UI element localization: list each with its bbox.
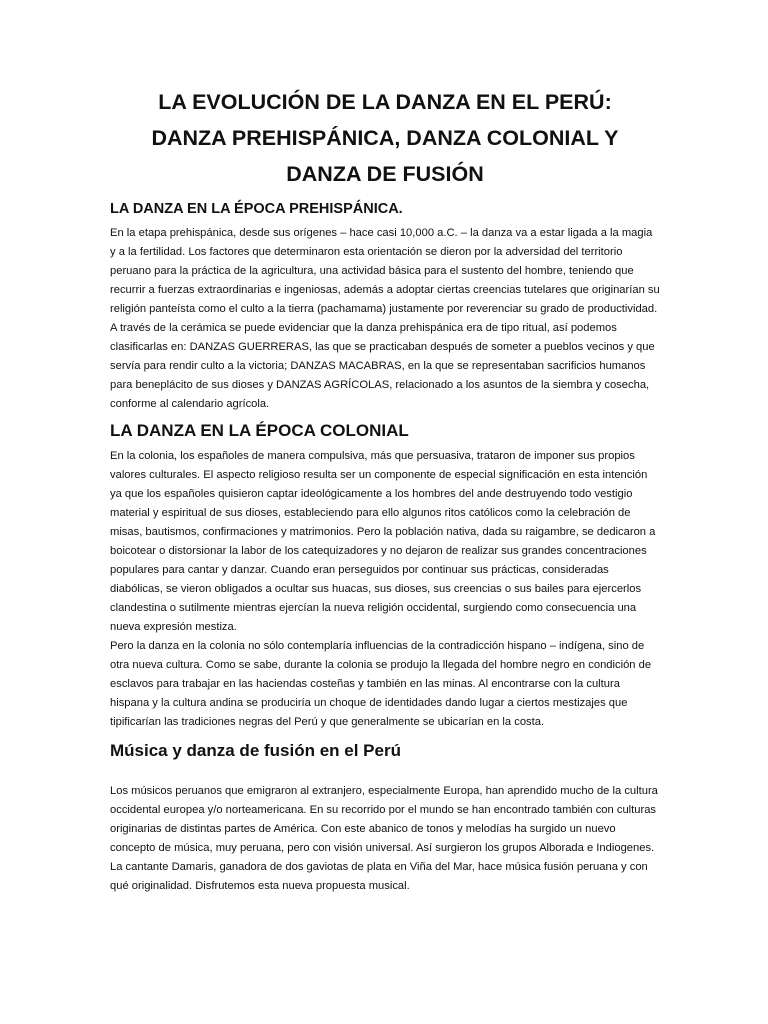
paragraph-fusion-1: Los músicos peruanos que emigraron al extranjero, especialmente Europa, han aprendido mucho de la cultura occidental europea y/o norteamericana. En su recorrido por el mundo se han encontrado también con culturas originarias de distintas partes de América. Con este abanico de tonos y melodías ha surgido un nuevo concepto de música, muy peruana, pero con visión universal. Así surgieron los grupos Alborada e Indiogenes. La cantante Damaris, ganadora de dos gaviotas de plata en Viña del Mar, hace música fusión peruana y con qué originalidad. Disfrutemos esta nueva propuesta musical. bbox=[110, 785, 658, 892]
paragraph-prehispanic-2: A través de la cerámica se puede evidenciar que la danza prehispánica era de tipo ritual, así podemos clasificarlas en: DANZAS GUERRERAS, las que se practicaban después de someter a pueblos vecinos y que servía para rendir culto a la victoria; DANZAS MACABRAS, en la que se representaban sacrificios humanos para beneplácito de sus dioses y DANZAS AGRÍCOLAS, relacionado a los asuntos de la siembra y cosecha, conforme al calendario agrícola. bbox=[110, 322, 655, 410]
section-colonial bbox=[110, 420, 660, 732]
title-line-3: DANZA DE FUSIÓN bbox=[286, 162, 484, 186]
title-line-1: LA EVOLUCIÓN DE LA DANZA EN EL PERÚ: bbox=[158, 90, 612, 114]
title-line-2: DANZA PREHISPÁNICA, DANZA COLONIAL Y bbox=[151, 126, 619, 150]
section-heading-fusion: Música y danza de fusión en el Perú bbox=[110, 741, 401, 760]
paragraph-prehispanic-1: En la etapa prehispánica, desde sus orígenes – hace casi 10,000 a.C. – la danza va a estar ligada a la magia y a la fertilidad. Los factores que determinaron esta orientación se dieron por la adversidad del territorio peruano para la práctica de la agricultura, una actividad básica para el sustento del hombre, teniendo que recurrir a fuerzas extraordinarias e ingeniosas, además a adoptar ciertas creencias tutelares que originarían su religión panteísta como el culto a la tierra (pachamama) justamente por reverenciar su grado de productividad. bbox=[110, 227, 660, 315]
section-fusion bbox=[110, 740, 660, 896]
paragraph-colonial-2: Pero la danza en la colonia no sólo contemplaría influencias de la contradicción hispano – indígena, sino de otra nueva cultura. Como se sabe, durante la colonia se produjo la llegada del hombre negro en condición de esclavos para trabajar en las haciendas costeñas y también en las minas. Al encontrarse con la cultura hispana y la cultura andina se produciría un choque de identidades dando lugar a ciertos mestizajes que tipificarían las tradiciones negras del Perú y que generalmente se ubicarían en la costa. bbox=[110, 640, 652, 728]
paragraph-colonial-1: En la colonia, los españoles de manera compulsiva, más que persuasiva, trataron de imponer sus propios valores culturales. El aspecto religioso resulta ser un componente de especial significación en esta intención ya que los españoles quisieron captar ideológicamente a los hombres del ande destruyendo todo vestigio material y espiritual de sus dioses, estableciendo para ello algunos ritos católicos como la celebración de misas, bautismos, confirmaciones y matrimonios. Pero la población nativa, dada su raigambre, se dedicaron a boicotear o distorsionar la labor de los catequizadores y no dejaron de realizar sus grandes concentraciones populares para cantar y danzar. Cuando eran perseguidos por continuar sus prácticas, consideradas diabólicas, se vieron obligados a ocultar sus huacas, sus dioses, sus creencias o sus bailes para ejercerlos clandestina o sutilmente mientras ejercían la nueva religión occidental, surgiendo como consecuencia una nueva expresión mestiza. bbox=[110, 450, 656, 633]
section-prehispanic bbox=[110, 200, 660, 414]
document-title bbox=[110, 84, 660, 192]
section-heading-colonial: LA DANZA EN LA ÉPOCA COLONIAL bbox=[110, 421, 409, 440]
section-heading-prehispanic: LA DANZA EN LA ÉPOCA PREHISPÁNICA. bbox=[110, 201, 403, 217]
